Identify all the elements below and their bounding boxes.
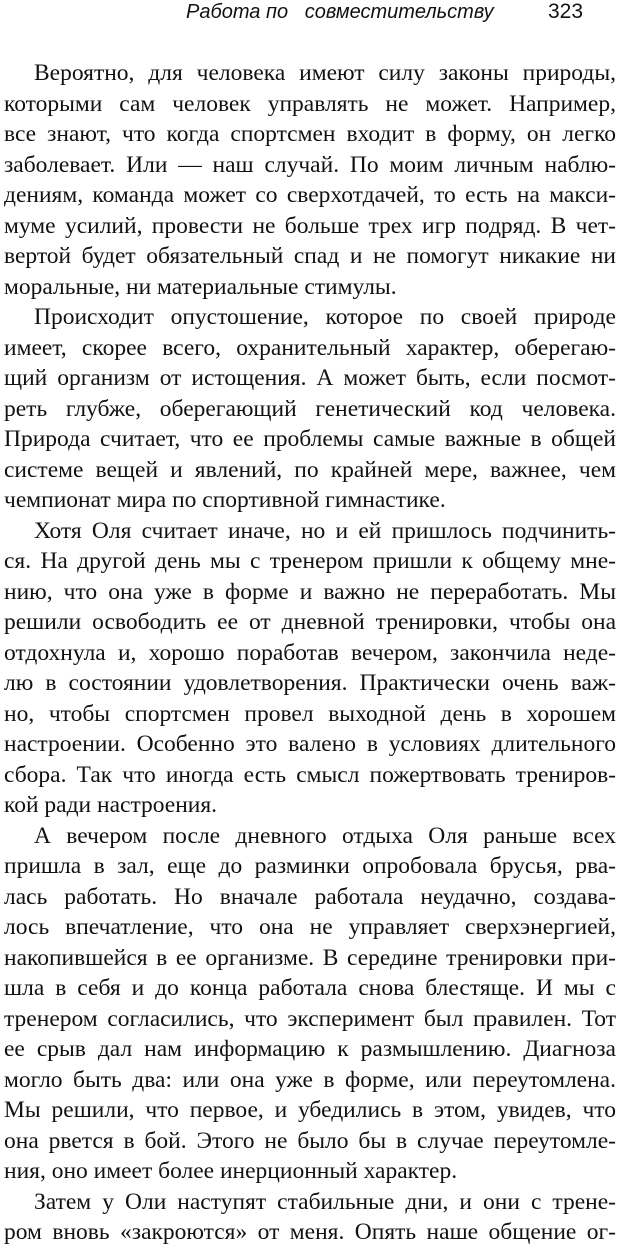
body-text [4, 58, 616, 1248]
text-line: Природа считает, что ее проблемы самые важные в общей [4, 426, 616, 452]
text-line: дениям, команда может со сверхотдачей, то есть на макси- [4, 182, 616, 208]
text-line: отдохнула и, хорошо поработав вечером, закончила неде- [4, 639, 616, 666]
text-line: Хотя Оля считает иначе, но и ей пришлось подчинить- [34, 517, 616, 544]
text-line: моральные, ни материальные стимулы. [4, 273, 397, 300]
text-line: пришла в зал, еще до разминки опробовала брусья, рва- [4, 853, 616, 879]
text-line: Происходит опустошение, которое по своей природе [34, 304, 616, 330]
text-line: настроении. Особенно это валено в условиях длительного [4, 731, 616, 757]
text-line: Затем у Оли наступят стабильные дни, и они с трене- [34, 1188, 616, 1215]
text-line: решили освободить ее от дневной тренировки, чтобы она [4, 609, 616, 635]
text-line: она рвется в бой. Этого не было бы в случае переутомле- [4, 1127, 616, 1154]
text-line: лю в состоянии удовлетворения. Практически очень важ- [4, 670, 616, 696]
page-number: 323 [548, 0, 584, 23]
text-line: ся. На другой день мы с тренером пришли к общему мне- [4, 548, 616, 574]
text-line: лась работать. Но вначале работала неудачно, создава- [4, 883, 616, 910]
text-line: нию, что она уже в форме и важно не переработать. Мы [4, 578, 616, 605]
text-line: кой ради настроения. [4, 792, 218, 818]
text-line: заболевает. Или — наш случай. По моим личным наблю- [4, 151, 616, 178]
text-line: ее срыв дал нам информацию к размышлению. Диагноза [4, 1036, 616, 1062]
paragraph [4, 821, 616, 1187]
text-line: могло быть два: или она уже в форме, или переутомлена. [4, 1066, 616, 1093]
running-head [0, 0, 620, 30]
text-line: сбора. Так что иногда есть смысл пожертвовать трениров- [4, 761, 616, 788]
text-line: ром вновь «закроются» от меня. Опять наше общение ог- [4, 1219, 616, 1245]
text-line: системе вещей и явлений, по крайней мере, важнее, чем [4, 456, 616, 483]
paragraph [4, 58, 616, 302]
text-line: ния, оно имеет более инерционный характер. [4, 1158, 458, 1184]
text-line: А вечером после дневного отдыха Оля раньше всех [34, 822, 616, 849]
text-line: Мы решили, что первое, и убедились в этом, увидев, что [4, 1097, 616, 1123]
text-line: чемпионат мира по спортивной гимнастике. [4, 487, 446, 513]
text-line: накопившейся в ее организме. В середине тренировки при- [4, 944, 616, 971]
text-line: все знают, что когда спортсмен входит в форму, он легко [4, 121, 616, 147]
text-line: муме усилий, провести не больше трех игр подряд. В чет- [4, 212, 616, 239]
running-title: Работа по совместительству [186, 1, 494, 23]
text-line: которыми сам человек управлять не может. Например, [4, 90, 616, 117]
text-line: шла в себя и до конца работала снова блестяще. И мы с [4, 975, 616, 1001]
paragraph [4, 302, 616, 516]
text-line: реть глубже, оберегающий генетический код человека. [4, 395, 616, 422]
text-line: лось впечатление, что она не управляет сверхэнергией, [4, 914, 616, 940]
text-line: тренером согласились, что эксперимент был правилен. Тот [4, 1005, 616, 1032]
paragraph [4, 516, 616, 821]
paragraph [4, 1187, 616, 1248]
text-line: вертой будет обязательный спад и не помогут никакие ни [4, 243, 616, 269]
text-line: Вероятно, для человека имеют силу законы природы, [34, 60, 616, 86]
text-line: но, чтобы спортсмен провел выходной день в хорошем [4, 700, 616, 727]
text-line: имеет, скорее всего, охранительный характер, оберегаю- [4, 334, 616, 361]
text-line: щий организм от истощения. А может быть, если посмот- [4, 365, 616, 391]
